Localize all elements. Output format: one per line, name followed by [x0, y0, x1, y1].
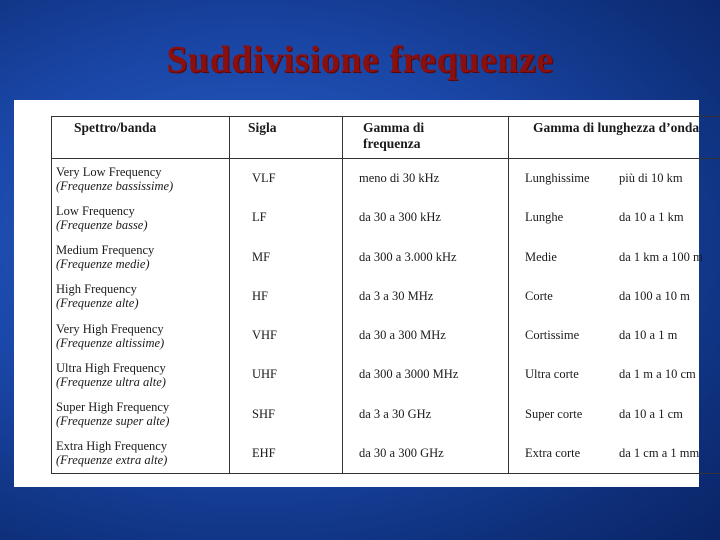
abbr-cell: MF	[230, 237, 343, 276]
wavelength-name: Lunghe	[525, 210, 564, 225]
frequency-table	[51, 116, 720, 474]
freq-cell: da 30 a 300 GHz	[343, 434, 509, 474]
band-name-it: (Frequenze alte)	[56, 296, 139, 311]
table-row	[52, 355, 720, 394]
band-cell	[52, 394, 230, 433]
band-cell	[52, 237, 230, 276]
freq-cell: da 3 a 30 MHz	[343, 277, 509, 316]
band-cell	[52, 198, 230, 237]
slide-title: Suddivisione frequenze	[166, 39, 554, 81]
wavelength-cell	[509, 434, 720, 474]
header-freq-range	[343, 117, 509, 159]
band-name-it: (Frequenze super alte)	[56, 414, 170, 429]
wavelength-range: più di 10 km	[619, 171, 683, 186]
table-row	[52, 434, 720, 474]
band-name-en: Super High Frequency	[56, 400, 170, 415]
wavelength-range: da 1 km a 100 m	[619, 249, 703, 264]
band-cell	[52, 277, 230, 316]
table-row	[52, 394, 720, 433]
band-name-it: (Frequenze altissime)	[56, 335, 165, 350]
abbr-cell: HF	[230, 277, 343, 316]
freq-cell: da 300 a 3000 MHz	[343, 355, 509, 394]
band-name-it: (Frequenze ultra alte)	[56, 374, 166, 389]
abbr-cell: VLF	[230, 159, 343, 199]
wavelength-cell	[509, 277, 720, 316]
wavelength-name: Medie	[525, 249, 557, 264]
table-image	[14, 100, 703, 487]
abbr-cell: UHF	[230, 355, 343, 394]
table-body	[52, 159, 720, 474]
band-cell	[52, 316, 230, 355]
abbr-cell: EHF	[230, 434, 343, 474]
wavelength-range: da 1 m a 10 cm	[619, 367, 696, 382]
freq-cell: da 30 a 300 kHz	[343, 198, 509, 237]
band-name-en: Extra High Frequency	[56, 439, 168, 454]
wavelength-cell	[509, 198, 720, 237]
wavelength-cell	[509, 316, 720, 355]
wavelength-name: Extra corte	[525, 445, 581, 460]
wavelength-name: Corte	[525, 288, 553, 303]
header-freq-range-line1: Gamma di	[363, 120, 425, 135]
freq-cell: meno di 30 kHz	[343, 159, 509, 199]
table-row	[52, 198, 720, 237]
table-row	[52, 316, 720, 355]
table-row	[52, 277, 720, 316]
abbr-cell: VHF	[230, 316, 343, 355]
abbr-cell: LF	[230, 198, 343, 237]
band-name-en: Very High Frequency	[56, 321, 164, 336]
band-cell	[52, 159, 230, 199]
wavelength-name: Lunghissime	[525, 171, 590, 186]
wavelength-range: da 1 cm a 1 mm	[619, 445, 700, 460]
freq-cell: da 300 a 3.000 kHz	[343, 237, 509, 276]
band-name-en: Low Frequency	[56, 203, 135, 218]
band-name-it: (Frequenze bassissime)	[56, 178, 174, 193]
table-header-row	[52, 117, 720, 159]
band-name-en: Medium Frequency	[56, 243, 155, 258]
wavelength-range: da 10 a 1 m	[619, 328, 678, 343]
wavelength-range: da 10 a 1 km	[619, 210, 684, 225]
abbr-cell: SHF	[230, 394, 343, 433]
header-wavelength: Gamma di lunghezza d’onda	[509, 117, 720, 159]
wavelength-cell	[509, 237, 720, 276]
band-name-it: (Frequenze medie)	[56, 257, 150, 272]
band-name-en: Ultra High Frequency	[56, 360, 166, 375]
freq-cell: da 3 a 30 GHz	[343, 394, 509, 433]
header-freq-range-line2: frequenza	[363, 136, 421, 151]
freq-cell: da 30 a 300 MHz	[343, 316, 509, 355]
band-name-en: High Frequency	[56, 282, 137, 297]
band-name-it: (Frequenze basse)	[56, 217, 148, 232]
wavelength-cell	[509, 394, 720, 433]
header-abbr: Sigla	[230, 117, 343, 159]
wavelength-cell	[509, 355, 720, 394]
table-row	[52, 237, 720, 276]
band-name-en: Very Low Frequency	[56, 164, 162, 179]
band-cell	[52, 434, 230, 474]
wavelength-cell	[509, 159, 720, 199]
wavelength-range: da 10 a 1 cm	[619, 406, 683, 421]
header-band: Spettro/banda	[52, 117, 230, 159]
band-cell	[52, 355, 230, 394]
wavelength-name: Super corte	[525, 406, 583, 421]
table-row	[52, 159, 720, 199]
wavelength-name: Cortissime	[525, 328, 580, 343]
band-name-it: (Frequenze extra alte)	[56, 453, 168, 468]
wavelength-range: da 100 a 10 m	[619, 288, 690, 303]
wavelength-name: Ultra corte	[525, 367, 579, 382]
